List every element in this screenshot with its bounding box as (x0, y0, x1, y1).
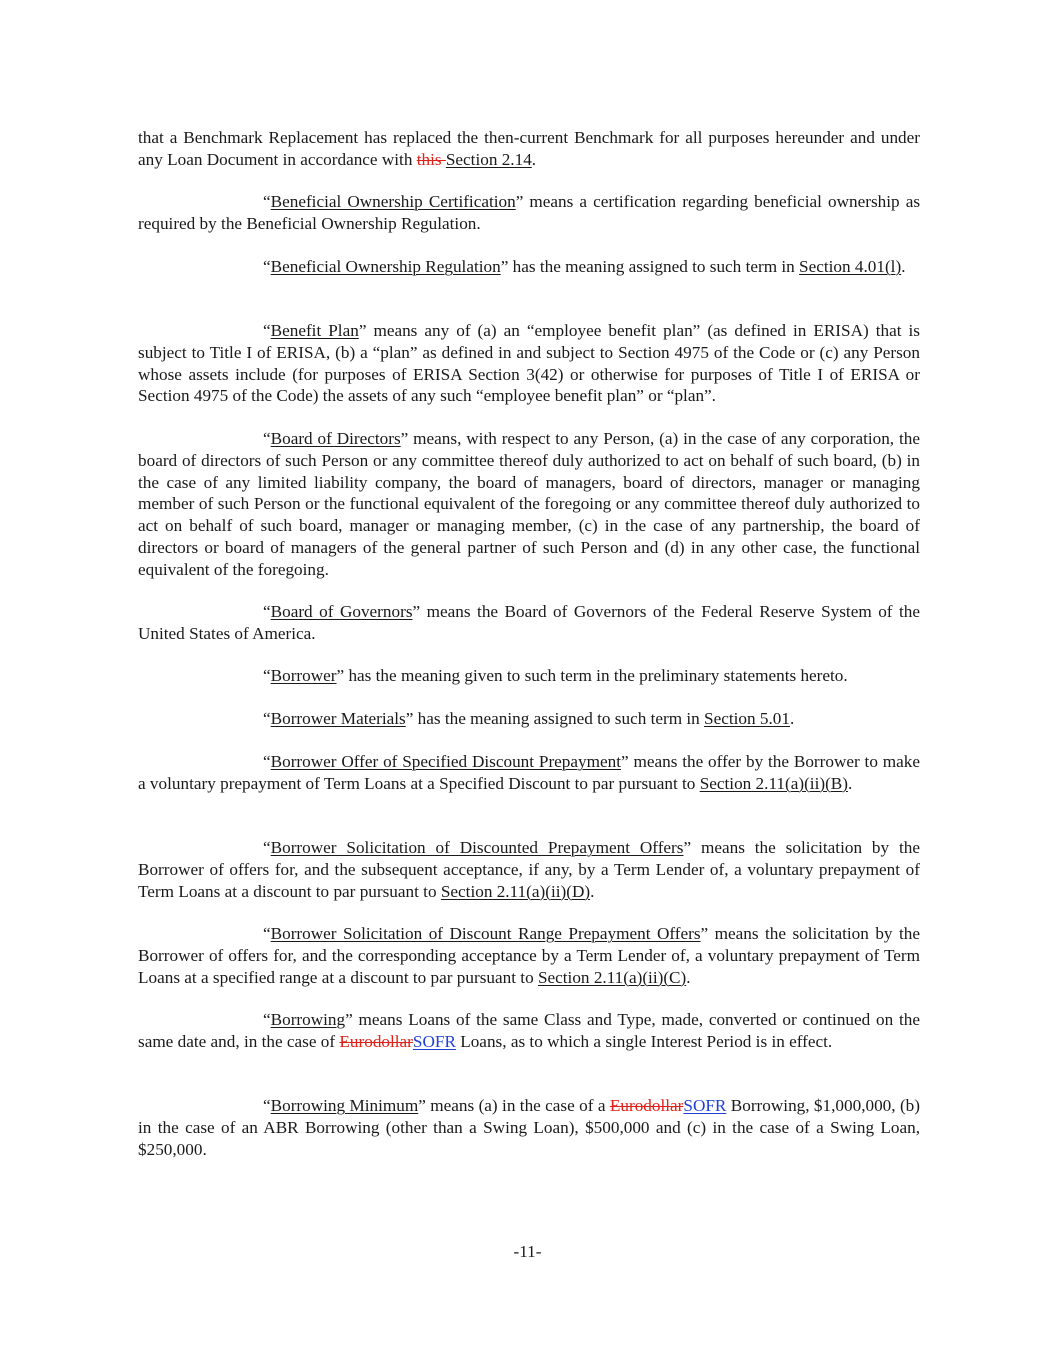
definition-borrower-offer: “Borrower Offer of Specified Discount Prepayment” means the offer by the Borrower to make a voluntary prepayment of Term Loans at a Specified Discount to par pursuant to Section 2.11(a)(ii)(B). (138, 752, 920, 793)
definition-borrower-solicitation-range: “Borrower Solicitation of Discount Range Prepayment Offers” means the solicitation by the Borrower of offers for, and the corresponding acceptance by a Term Lender of, a voluntary prepayment of Term Loans at a specified range at a discount to par pursuant to Section 2.11(a)(ii)(C). (138, 924, 920, 987)
inserted-text: SOFR (412, 1031, 456, 1051)
intro-text: that a Benchmark Replacement has replaced the then-current Benchmark for all purposes hereunder and under any Loan Document in accordance with (138, 128, 920, 169)
definition-benefit-plan: “Benefit Plan” means any of (a) an “employee benefit plan” (as defined in ERISA) that is subject to Title I of ERISA, (b) a “plan” as defined in and subject to Section 4975 of the Code or (c) any Person whose assets include (for purposes of ERISA Section 3(42) or otherwise for purposes of Title I of ERISA or Section 4975 of the Code) the assets of any such “employee benefit plan” or “plan”. (138, 321, 920, 406)
definition-borrower-solicitation-discounted: “Borrower Solicitation of Discounted Prepayment Offers” means the solicitation by the Borrower of offers for, and the subsequent acceptance, if any, by a Term Lender of, a voluntary prepayment of Term Loans at a discount to par pursuant to Section 2.11(a)(ii)(D). (138, 838, 920, 901)
page-number: -11- (513, 1242, 542, 1261)
definition-board-of-governors: “Board of Governors” means the Board of Governors of the Federal Reserve System of the United States of America. (138, 602, 921, 643)
inserted-text: SOFR (683, 1096, 727, 1115)
section-reference: Section 2.11(a)(ii)(B) (699, 773, 848, 793)
defined-term: Borrowing (270, 1010, 346, 1029)
definition-board-of-directors: “Board of Directors” means, with respect to any Person, (a) in the case of any corporation, the board of directors of such Person or any committee thereof duly authorized to act on behalf of such board, (b) in the case of any limited liability company, the board of managers, board of directors, manager or managing member of such Person or the functional equivalent of the foregoing or any committee thereof duly authorized to act on behalf of such board, manager or managing member, (c) in the case of any partnership, the board of directors or board of managers of the general partner of such Person and (d) in any other case, the functional equivalent of the foregoing. (138, 429, 920, 579)
section-reference: Section 2.11(a)(ii)(D) (440, 881, 591, 901)
defined-term: Borrowing Minimum (270, 1096, 419, 1115)
defined-term: Borrower Materials (270, 709, 406, 728)
section-reference: Section 4.01(l) (799, 257, 902, 276)
defined-term: Borrower (270, 666, 337, 685)
defined-term: Borrower Solicitation of Discount Range Prepayment Offers (270, 924, 701, 943)
definition-borrower: “Borrower” has the meaning given to such term in the preliminary statements hereto. (263, 666, 848, 685)
deleted-text: Eurodollar (609, 1096, 684, 1115)
section-reference: Section 2.11(a)(ii)(C) (537, 967, 687, 987)
defined-term: Board of Directors (270, 429, 401, 448)
definition-borrowing-minimum: “Borrowing Minimum” means (a) in the case of a EurodollarSOFR Borrowing, $1,000,000, (b) in the case of an ABR Borrowing (other than a Swing Loan), $500,000 and (c) in the case of a Swing Loan, $250,000. (138, 1096, 921, 1159)
deleted-text: Eurodollar (339, 1031, 413, 1051)
section-reference: Section 2.14 (445, 149, 532, 169)
definition-borrowing: “Borrowing” means Loans of the same Class and Type, made, converted or continued on the same date and, in the case of EurodollarSOFR Loans, as to which a single Interest Period is in effect. (138, 1010, 920, 1051)
defined-term: Borrower Offer of Specified Discount Prepayment (270, 752, 621, 771)
section-reference: Section 5.01 (704, 709, 790, 728)
defined-term: Beneficial Ownership Certification (270, 192, 516, 211)
defined-term: Borrower Solicitation of Discounted Prepayment Offers (270, 838, 684, 857)
defined-term: Board of Governors (270, 602, 413, 621)
definition-borrower-materials: “Borrower Materials” has the meaning assigned to such term in Section 5.01. (263, 709, 795, 728)
deleted-text: this (416, 149, 446, 169)
definition-beneficial-ownership-regulation: “Beneficial Ownership Regulation” has the meaning assigned to such term in Section 4.01(l). (263, 257, 906, 276)
defined-term: Benefit Plan (270, 321, 359, 340)
intro-paragraph: that a Benchmark Replacement has replaced the then-current Benchmark for all purposes hereunder and under any Loan Document in accordance with this Section 2.14. (138, 128, 920, 169)
definition-beneficial-ownership-certification: “Beneficial Ownership Certification” means a certification regarding beneficial ownership as required by the Beneficial Ownership Regulation. (138, 192, 921, 233)
defined-term: Beneficial Ownership Regulation (270, 257, 501, 276)
